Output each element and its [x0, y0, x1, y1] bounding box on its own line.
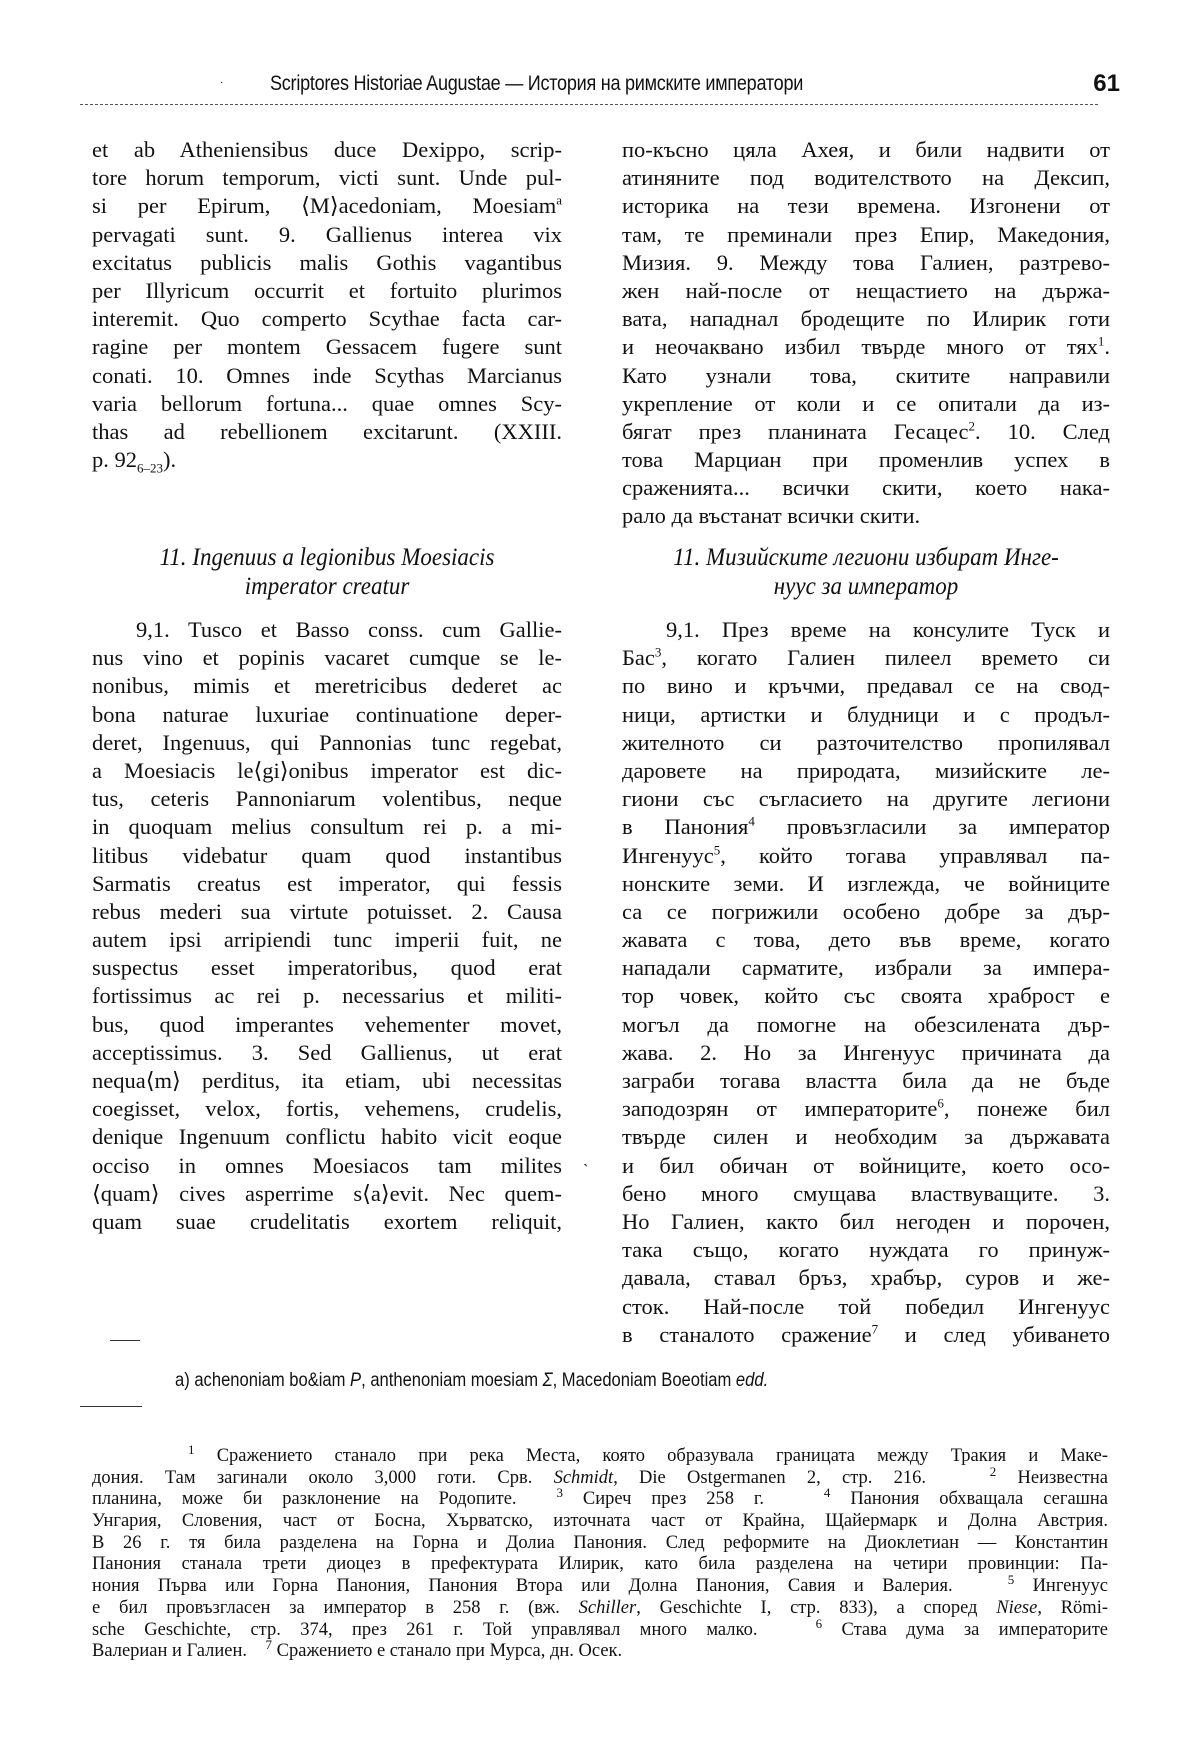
text-line: excitatus publicis malis Gothis vagantibus: [92, 249, 562, 275]
footnote-line: sche Geschichte, стр. 374, през 261 г. Той управлявал много малко. $^6$ Става дума за императорите: [92, 1615, 1108, 1640]
text-line: fortissimus ac rei p. necessarius et militi-: [92, 983, 562, 1009]
text-line: жен най-после от нещастието на държа-: [622, 277, 1110, 303]
text-line: coegisset, velox, fortis, vehemens, crudelis,: [92, 1096, 562, 1122]
text-line: бено много смущава властвуващите. 3.: [622, 1180, 1110, 1206]
running-title: Scriptores Historiae Augustae — История на римските императори: [270, 72, 804, 95]
text-line: deret, Ingenuus, qui Pannonias tunc regebat,: [92, 729, 562, 755]
text-line: заподозрян от императорите$^6$, понеже бил: [622, 1095, 1110, 1122]
text-line: това Марциан при променлив успех в: [622, 447, 1110, 473]
running-header: [80, 68, 1120, 108]
footnote-ref: 5: [713, 842, 721, 857]
text-line: occiso in omnes Moesiacos tam milites: [92, 1152, 562, 1178]
text-line: заграби тогава властта била да не бъде: [622, 1068, 1110, 1093]
text-line: quam suae crudelitatis exortem reliquit,: [92, 1208, 562, 1234]
text-line: per Illyricum occurrit et fortuito plurimos: [92, 277, 562, 303]
section-heading-latin: 11. Ingenuus a legionibus Moesiacis imperator creatur: [159, 544, 495, 600]
text-line: nonibus, mimis et meretricibus dederet ac: [92, 673, 562, 699]
text-line: там, те преминали през Епир, Македония,: [622, 221, 1110, 247]
text-line: Като узнали това, скитите направили: [622, 362, 1110, 388]
bulgarian-text-main: [622, 616, 1110, 1349]
footnote-line: $^1$ Сражението станало при река Места, която образувала границата между Тракия и Маке-: [188, 1441, 1108, 1466]
text-line: 9,1. През време на консулите Туск и: [666, 617, 1110, 642]
footnote-rule: [80, 1406, 142, 1407]
header-dot: ·: [220, 78, 224, 89]
latin-text-main: [92, 616, 562, 1236]
text-line: и бил обичан от войниците, което осо-: [622, 1152, 1110, 1178]
text-line: interemit. Quo comperto Scythae facta car-: [92, 306, 562, 332]
footnote-line: дония. Там загинали около 3,000 готи. Срв. Schmidt, Die Ostgermanen 2, стр. 216. $^2$ Неизвестна: [92, 1463, 1108, 1488]
text-line: рало да въстанат всички скити.: [622, 503, 921, 529]
text-line: даровете на природата, мизийските ле-: [622, 757, 1110, 783]
footnote-line: Унгария, Словения, част от Босна, Хърватско, източната част от Крайна, Щайермарк и Долна Австрия.: [92, 1511, 1108, 1532]
bulgarian-text-top: [622, 136, 1110, 531]
text-line: acceptissimus. 3. Sed Gallienus, ut erat: [92, 1039, 562, 1065]
text-line: жава. 2. Но за Ингенуус причината да: [622, 1039, 1110, 1065]
text-line: жителното си разточителство пропилявал: [622, 729, 1110, 755]
text-line: suspectus esset imperatoribus, quod erat: [92, 955, 562, 981]
text-line: могъл да помогне на обезсилената дър-: [622, 1011, 1110, 1037]
text-line: ⟨quam⟩ cives asperrime s⟨a⟩evit. Nec quem-: [92, 1180, 562, 1206]
text-line: varia bellorum fortuna... quae omnes Scy-: [92, 390, 562, 416]
page-number: 61: [1093, 70, 1120, 97]
text-line: нападали сарматите, избрали за импера-: [622, 955, 1110, 981]
text-line: и неочаквано избил твърде много от тях$^1$.: [622, 333, 1110, 360]
footnote-line: Панония станала трети диоцез в префектурата Илирик, като била разделена на четири провинции: Па-: [92, 1554, 1108, 1575]
text-line: укрепление от коли и се опитали да из-: [622, 390, 1110, 416]
text-line: по-късно цяла Ахея, и били надвити от: [622, 137, 1110, 162]
text-line: жавата с това, дето във време, когато: [622, 927, 1110, 953]
text-line: вата, нападнал бродещите по Илирик готи: [622, 306, 1110, 332]
text-line: thas ad rebellionem excitarunt. (XXIII.: [92, 418, 562, 444]
text-line: гиони със съгласието на другите легиони: [622, 786, 1110, 812]
text-line: нонските земи. И изглежда, че войниците: [622, 870, 1110, 896]
text-line: бягат през планината Гесацес$^2$. 10. След: [622, 418, 1110, 444]
footnote-line: планина, може би разклонение на Родопите. $^3$ Сиреч през 258 г. $^4$ Панония обхващала сегашна: [92, 1485, 1109, 1510]
text-line: rebus mederi sua virtute potuisset. 2. Causa: [92, 898, 562, 924]
text-line: si per Epirum, ⟨M⟩acedoniam, Moesiam$^a$: [92, 192, 562, 219]
footnote-line: В 26 г. тя била разделена на Горна и Долиа Панония. След реформите на Диоклетиан — Константин: [92, 1532, 1108, 1553]
footnote-ref: 1: [1097, 333, 1105, 349]
text-line: ragine per montem Gessacem fugere sunt: [92, 334, 562, 360]
text-line: тор човек, който със своята храброст е: [622, 983, 1110, 1009]
text-line: ници, артистки и блудници и с продъл-: [622, 701, 1110, 727]
text-line: litibus videbatur quam quod instantibus: [92, 842, 562, 868]
text-line: nus vino et popinis vacaret cumque se le-: [92, 645, 562, 671]
apparatus-rule: [110, 1340, 140, 1341]
text-line: атиняните под водителството на Дексип,: [622, 165, 1110, 191]
text-line: Sarmatis creatus est imperator, qui fessis: [92, 870, 562, 896]
text-line: Мизия. 9. Между това Галиен, разтрево-: [622, 249, 1110, 275]
text-line: in quoquam melius consultum rei p. a mi-: [92, 814, 562, 840]
text-line: сток. Най-после той победил Ингенуус: [622, 1293, 1110, 1319]
text-line: по вино и кръчми, предавал се на свод-: [622, 673, 1110, 699]
text-line: сраженията... всички скити, което нака-: [622, 475, 1110, 501]
footnote-ref: 2: [968, 418, 975, 434]
text-line: tore horum temporum, victi sunt. Unde pul-: [92, 165, 562, 191]
footnote-ref: 6: [937, 1095, 944, 1111]
text-line: conati. 10. Omnes inde Scythas Marcianus: [92, 362, 562, 388]
text-line: Бас$^3$, когато Галиен пилеел времето си: [622, 644, 1110, 671]
text-line: твърде силен и необходим за държавата: [622, 1124, 1110, 1150]
critical-apparatus: a) achenoniam bo&iam P, anthenoniam moesiam Σ, Macedoniam Boeotiam edd.: [175, 1369, 769, 1391]
footnote-ref: 7: [871, 1321, 879, 1337]
section-heading-bulgarian: 11. Мизийските легиони избират Инге- нуус за император: [673, 544, 1059, 600]
header-rule: [80, 104, 1098, 105]
footnote-line: нония Първа или Горна Панония, Панония Втора или Долна Панония, Савия и Валерия. $^5$ Ингенуус: [92, 1571, 1109, 1597]
latin-text-top: [92, 136, 562, 474]
footnote-ref: 4: [748, 813, 755, 829]
footnote-line: Валериан и Галиен. $^7$ Сражението е станало при Мурса, дн. Осек.: [92, 1637, 623, 1662]
footnotes: [92, 1441, 1109, 1663]
margin-mark: ˎ: [583, 1150, 589, 1167]
text-line: p. $92_{6-23}$).: [92, 447, 177, 476]
text-line: така също, когато нуждата го принуж-: [622, 1237, 1110, 1263]
text-line: в станалото сражение$^7$ и след убиването: [622, 1321, 1110, 1347]
text-line: историка на тези времена. Изгонени от: [622, 193, 1110, 219]
text-line: Но Галиен, както бил негоден и порочен,: [622, 1208, 1110, 1234]
text-line: в Панония$^4$ провъзгласили за император: [622, 813, 1110, 840]
text-line: са се погрижили особено добре за дър-: [622, 898, 1110, 924]
apparatus-marker: a: [556, 192, 562, 208]
text-line: bona naturae luxuriae continuatione deper-: [92, 701, 562, 727]
footnote-line: е бил провъзгласен за император в 258 г. (вж. Schiller, Geschichte I, стр. 833), а според Niese, Römi-: [92, 1597, 1109, 1618]
text-line: pervagati sunt. 9. Gallienus interea vix: [92, 221, 562, 247]
footnote-ref: 3: [654, 644, 662, 660]
text-line: nequa⟨m⟩ perditus, ita etiam, ubi necessitas: [92, 1068, 562, 1093]
text-line: denique Ingenuum conflictu habito vicit eoque: [92, 1124, 562, 1150]
text-line: 9,1. Tusco et Basso conss. cum Gallie-: [136, 617, 562, 642]
text-line: a Moesiacis le⟨gi⟩onibus imperator est dic-: [92, 757, 562, 783]
text-line: давала, ставал бръз, храбър, суров и же-: [622, 1265, 1110, 1291]
text-line: tus, ceteris Pannoniarum volentibus, neque: [92, 786, 562, 812]
reference-subscript: 6–23: [137, 460, 163, 476]
text-line: et ab Atheniensibus duce Dexippo, scrip-: [92, 137, 562, 162]
text-line: bus, quod imperantes vehementer movet,: [92, 1011, 562, 1037]
text-line: Ингенуус$^5$, който тогава управлявал па-: [622, 842, 1110, 868]
text-line: autem ipsi arripiendi tunc imperii fuit, ne: [92, 927, 562, 953]
